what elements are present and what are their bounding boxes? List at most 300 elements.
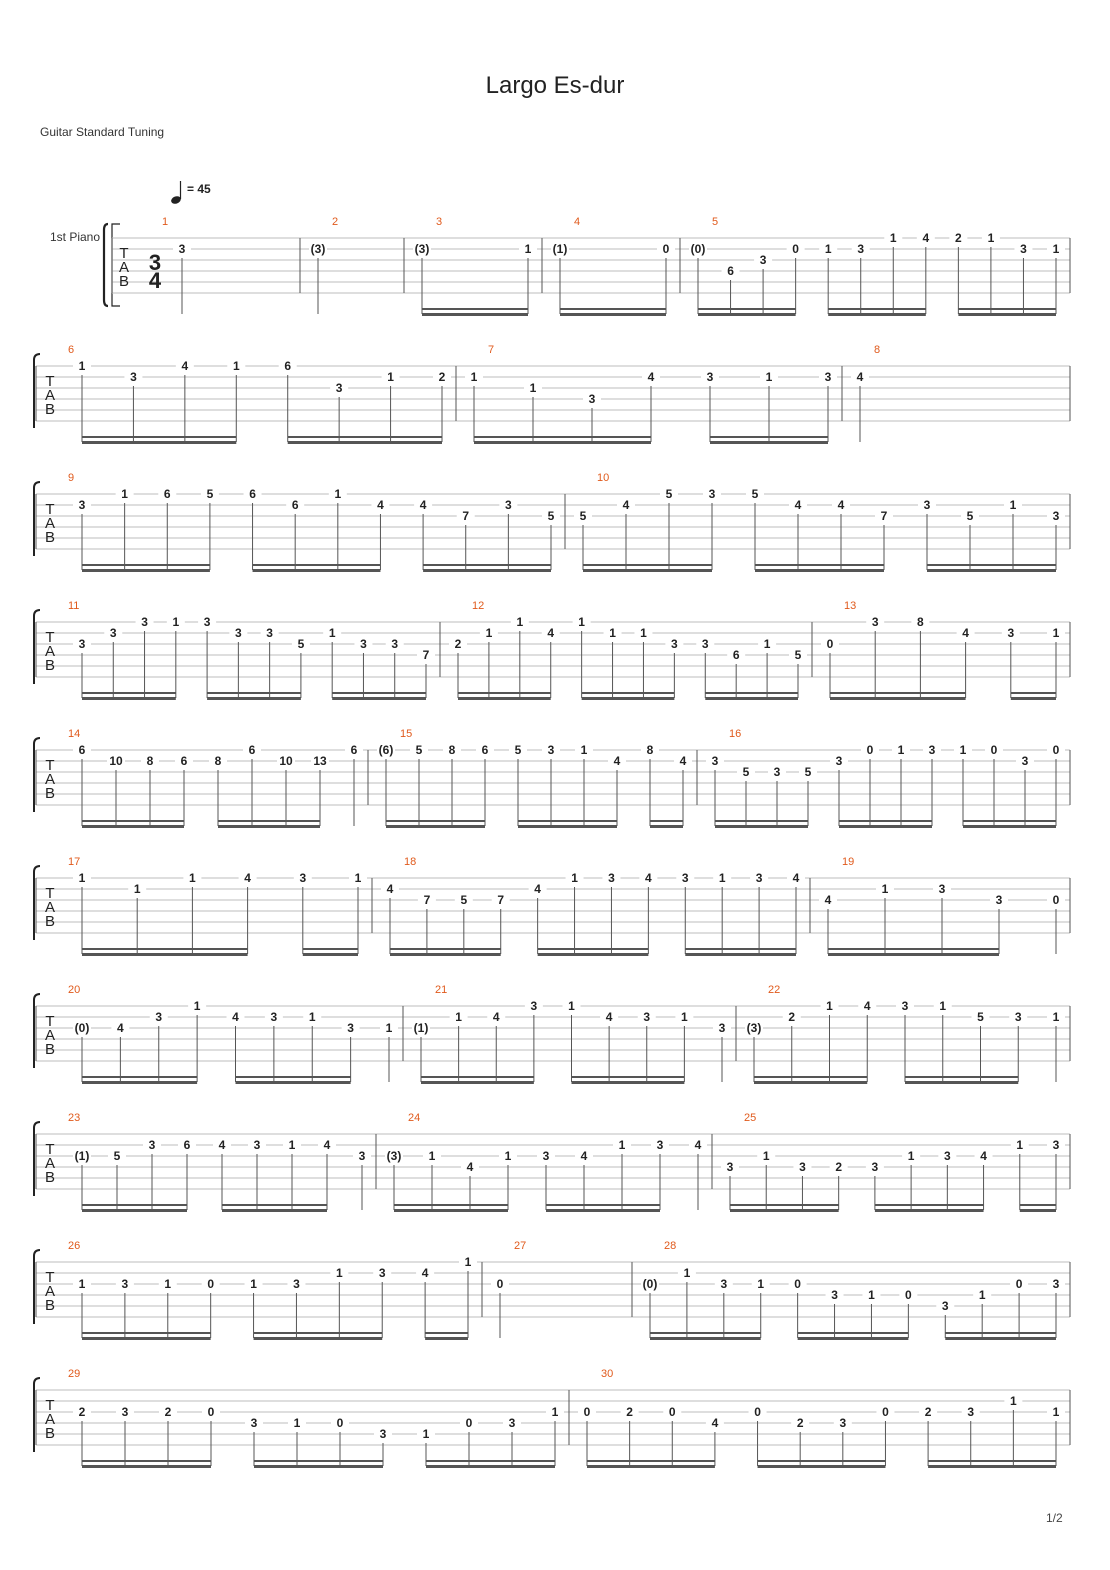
note-beam <box>1020 1204 1056 1206</box>
fret-number: 2 <box>626 1405 633 1419</box>
fret-number: 1 <box>580 743 588 757</box>
fret-number: 3 <box>706 370 714 384</box>
instrument-name: 1st Piano <box>50 230 101 244</box>
fret-number: 4 <box>622 498 630 512</box>
fret-number: 0 <box>662 242 670 256</box>
tab-system <box>34 1240 1070 1340</box>
fret-number: 3 <box>530 999 538 1013</box>
note-beam <box>222 1209 327 1212</box>
fret-number: 3 <box>293 1277 300 1291</box>
fret-number: 1 <box>959 743 967 757</box>
note-beam <box>518 820 617 822</box>
note-beam <box>253 564 381 566</box>
note-beam <box>830 697 966 700</box>
fret-number: 3 <box>1014 1010 1022 1024</box>
fret-number: 5 <box>966 509 974 523</box>
note-beam <box>754 1081 867 1084</box>
fret-number: 3 <box>799 1160 806 1174</box>
note-beam <box>715 820 808 822</box>
fret-number: 8 <box>646 743 654 757</box>
tab-clef-letter: B <box>44 785 56 802</box>
fret-number: 2 <box>438 370 446 384</box>
page-number: 1/2 <box>1046 1511 1063 1525</box>
fret-number: 4 <box>232 1010 239 1024</box>
tab-system <box>34 984 1070 1084</box>
note-beam <box>82 1332 211 1334</box>
fret-number: 1 <box>718 871 726 885</box>
fret-number: 1 <box>568 999 575 1013</box>
fret-number: 3 <box>109 626 117 640</box>
note-beam <box>754 1076 867 1078</box>
fret-number: 6 <box>291 498 299 512</box>
fret-number: 1 <box>250 1277 257 1291</box>
fret-number: 4 <box>492 1010 500 1024</box>
fret-number: 0 <box>336 1416 344 1430</box>
fret-number: 3 <box>378 1266 386 1280</box>
fret-number: 1 <box>1052 626 1060 640</box>
fret-number: 1 <box>881 882 889 896</box>
note-beam <box>425 1337 468 1340</box>
note-beam <box>583 569 712 572</box>
fret-number: 8 <box>448 743 456 757</box>
tab-clef-letter: B <box>44 1041 56 1058</box>
note-beam <box>82 1465 211 1468</box>
measure-number: 29 <box>68 1368 81 1380</box>
fret-number: 4 <box>856 370 864 384</box>
fret-number: 4 <box>580 1149 588 1163</box>
note-beam <box>560 313 666 316</box>
fret-number: 3 <box>995 893 1003 907</box>
measure-number: 27 <box>514 1240 527 1252</box>
system-bracket <box>34 482 40 556</box>
tab-clef-letter: A <box>44 771 56 788</box>
note-beam <box>798 1332 909 1334</box>
fret-number: 1 <box>78 359 86 373</box>
note-beam <box>582 692 675 694</box>
fret-number: 1 <box>164 1277 172 1291</box>
fret-number: 5 <box>113 1149 121 1163</box>
fret-number: 5 <box>579 509 587 523</box>
fret-number: 1 <box>193 999 201 1013</box>
note-beam <box>945 1332 1056 1334</box>
fret-number: 1 <box>334 487 342 501</box>
fret-number: 4 <box>647 370 655 384</box>
note-beam <box>303 953 358 956</box>
fret-number: 1 <box>529 381 537 395</box>
fret-number: 3 <box>871 1160 879 1174</box>
tab-clef-letter: A <box>44 1027 56 1044</box>
note-beam <box>394 1209 508 1212</box>
fret-number: 3 <box>130 370 137 384</box>
note-beam <box>82 820 184 822</box>
note-beam <box>236 1081 351 1084</box>
fret-number: 3 <box>928 743 936 757</box>
note-beam <box>905 1076 1018 1078</box>
fret-number: (1) <box>413 1021 429 1035</box>
fret-number: 3 <box>759 253 767 267</box>
fret-number: 0 <box>1015 1277 1023 1291</box>
measure-number: 16 <box>729 728 742 740</box>
fret-number: 3 <box>1052 1138 1060 1152</box>
time-signature-bottom: 4 <box>148 268 162 293</box>
note-beam <box>1011 692 1056 694</box>
measure-number: 13 <box>844 600 857 612</box>
fret-number: 3 <box>266 626 273 640</box>
fret-number: 3 <box>943 1149 951 1163</box>
fret-number: 3 <box>839 1416 847 1430</box>
fret-number: 4 <box>962 626 969 640</box>
fret-number: 1 <box>640 626 647 640</box>
fret-number: 1 <box>422 1427 430 1441</box>
fret-number: 0 <box>1052 743 1060 757</box>
fret-number: 4 <box>534 882 541 896</box>
fret-number: 5 <box>547 509 555 523</box>
note-beam <box>839 820 932 822</box>
fret-number: 3 <box>871 615 879 629</box>
note-beam <box>828 313 926 316</box>
fret-number: 3 <box>78 637 86 651</box>
note-beam <box>963 825 1056 828</box>
measure-number: 6 <box>68 344 75 356</box>
tab-clef-letter: A <box>44 387 56 404</box>
note-beam <box>572 1076 685 1078</box>
note-beam <box>82 1209 187 1212</box>
fret-number: 3 <box>901 999 909 1013</box>
fret-number: 0 <box>792 242 799 256</box>
fret-number: 6 <box>183 1138 191 1152</box>
tab-clef-letter: T <box>119 245 129 262</box>
note-beam <box>518 825 617 828</box>
fret-number: 1 <box>683 1266 691 1280</box>
fret-number: 2 <box>454 637 462 651</box>
tab-clef-letter: B <box>44 1425 56 1442</box>
tab-system <box>104 216 1070 316</box>
note-beam <box>82 692 176 694</box>
note-beam <box>875 1204 984 1206</box>
fret-number: 4 <box>547 626 555 640</box>
fret-number: 3 <box>250 1416 258 1430</box>
measure-number: 1 <box>162 216 169 228</box>
fret-number: 0 <box>668 1405 676 1419</box>
fret-number: 3 <box>121 1405 129 1419</box>
note-beam <box>218 825 320 828</box>
note-beam <box>474 441 651 444</box>
measure-number: 22 <box>768 984 781 996</box>
tab-system <box>34 856 1070 956</box>
note-beam <box>958 313 1056 316</box>
fret-number: 3 <box>831 1288 838 1302</box>
fret-number: 3 <box>299 871 307 885</box>
fret-number: 1 <box>387 370 394 384</box>
note-beam <box>650 1332 761 1334</box>
tab-system <box>34 1112 1070 1212</box>
measure-number: 23 <box>68 1112 81 1124</box>
system-bracket <box>34 1378 40 1452</box>
fret-number: 4 <box>794 498 802 512</box>
note-beam <box>222 1204 327 1206</box>
fret-number: 6 <box>248 743 256 757</box>
note-beam <box>421 1081 534 1084</box>
fret-number: 6 <box>481 743 489 757</box>
fret-number: 5 <box>514 743 522 757</box>
note-beam <box>82 436 236 438</box>
fret-number: 1 <box>428 1149 436 1163</box>
fret-number: 3 <box>681 871 689 885</box>
fret-number: 4 <box>863 999 871 1013</box>
note-beam <box>1011 697 1056 700</box>
fret-number: 6 <box>163 487 171 501</box>
fret-number: 1 <box>551 1405 559 1419</box>
fret-number: 4 <box>645 871 652 885</box>
fret-number: 1 <box>978 1288 986 1302</box>
note-beam <box>538 948 649 950</box>
system-bracket <box>34 866 40 940</box>
note-beam <box>254 1332 383 1334</box>
note-beam <box>422 308 528 310</box>
fret-number: (3) <box>310 242 326 256</box>
fret-number: 3 <box>78 498 86 512</box>
note-beam <box>1020 1209 1056 1212</box>
system-bracket <box>34 738 40 812</box>
fret-number: 0 <box>754 1405 761 1419</box>
fret-number: 3 <box>505 498 512 512</box>
fret-number: 3 <box>121 1277 129 1291</box>
note-beam <box>332 697 426 700</box>
note-beam <box>546 1209 660 1212</box>
fret-number: 1 <box>335 1266 343 1280</box>
fret-number: 3 <box>643 1010 651 1024</box>
fret-number: 3 <box>1052 509 1060 523</box>
note-beam <box>254 1337 383 1340</box>
fret-number: 7 <box>462 509 470 523</box>
measure-number: 15 <box>400 728 413 740</box>
fret-number: 5 <box>977 1010 984 1024</box>
fret-number: 1 <box>485 626 493 640</box>
fret-number: 3 <box>1021 754 1029 768</box>
note-beam <box>650 825 683 828</box>
note-beam <box>587 1460 715 1462</box>
tab-clef-letter: B <box>44 913 56 930</box>
fret-number: 13 <box>313 754 327 768</box>
fret-number: 1 <box>385 1021 393 1035</box>
fret-number: 3 <box>941 1299 949 1313</box>
note-beam <box>474 436 651 438</box>
fret-number: 4 <box>421 1266 429 1280</box>
fret-number: 2 <box>796 1416 804 1430</box>
fret-number: 5 <box>460 893 468 907</box>
note-beam <box>421 1076 534 1078</box>
fret-number: 1 <box>455 1010 462 1024</box>
fret-number: 6 <box>284 359 292 373</box>
fret-number: 3 <box>547 743 555 757</box>
fret-number: 1 <box>762 1149 770 1163</box>
tab-clef-letter: T <box>45 757 55 774</box>
fret-number: 4 <box>605 1010 613 1024</box>
fret-number: 10 <box>109 754 123 768</box>
fret-number: 3 <box>391 637 399 651</box>
tab-clef-letter: B <box>44 529 56 546</box>
tab-clef-letter: T <box>45 501 55 518</box>
fret-number: 2 <box>788 1010 796 1024</box>
measure-number: 10 <box>597 472 610 484</box>
note-beam <box>207 692 301 694</box>
note-beam <box>705 692 798 694</box>
fret-number: 0 <box>1052 893 1060 907</box>
fret-number: 3 <box>379 1427 387 1441</box>
fret-number: 1 <box>172 615 180 629</box>
tab-clef-letter: T <box>45 1013 55 1030</box>
fret-number: 6 <box>727 264 734 278</box>
fret-number: 2 <box>835 1160 843 1174</box>
note-beam <box>755 569 884 572</box>
tab-clef-letter: A <box>44 1283 56 1300</box>
note-beam <box>458 697 551 700</box>
measure-number: 9 <box>68 472 75 484</box>
note-beam <box>254 1465 383 1468</box>
fret-number: 3 <box>726 1160 734 1174</box>
note-beam <box>538 953 649 956</box>
system-bracket <box>34 994 40 1068</box>
fret-number: 5 <box>804 765 812 779</box>
note-beam <box>958 308 1056 310</box>
note-beam <box>425 1332 468 1334</box>
system-bracket <box>34 610 40 684</box>
fret-number: 7 <box>497 893 505 907</box>
fret-number: 5 <box>297 637 305 651</box>
fret-number: 4 <box>679 754 687 768</box>
measure-number: 7 <box>488 344 495 356</box>
measure-number: 18 <box>404 856 417 868</box>
fret-number: 4 <box>837 498 845 512</box>
note-beam <box>798 1337 909 1340</box>
fret-number: 1 <box>763 637 771 651</box>
fret-number: 1 <box>1009 498 1017 512</box>
note-beam <box>710 441 828 444</box>
note-beam <box>828 308 926 310</box>
fret-number: 1 <box>618 1138 626 1152</box>
fret-number: 2 <box>955 231 962 245</box>
fret-number: 6 <box>78 743 86 757</box>
fret-number: 1 <box>354 871 362 885</box>
fret-number: 3 <box>358 1149 366 1163</box>
note-beam <box>426 1465 555 1468</box>
fret-number: 3 <box>708 487 716 501</box>
system-bracket <box>104 224 108 306</box>
measure-number: 5 <box>712 216 719 228</box>
fret-number: (0) <box>690 242 706 256</box>
fret-number: 3 <box>270 1010 278 1024</box>
note-beam <box>82 1460 211 1462</box>
note-beam <box>207 697 301 700</box>
fret-number: 8 <box>146 754 154 768</box>
fret-number: 1 <box>939 999 947 1013</box>
fret-number: 1 <box>328 626 336 640</box>
fret-number: 8 <box>214 754 222 768</box>
score-title: Largo Es-dur <box>485 72 625 99</box>
measure-number: 21 <box>435 984 448 996</box>
tab-clef-letter: T <box>45 1141 55 1158</box>
note-beam <box>390 953 501 956</box>
note-beam <box>82 441 236 444</box>
fret-number: (1) <box>552 242 568 256</box>
note-beam <box>945 1337 1056 1340</box>
fret-number: 4 <box>181 359 189 373</box>
note-beam <box>390 948 501 950</box>
note-beam <box>423 569 551 572</box>
note-beam <box>82 697 176 700</box>
fret-number: 3 <box>1007 626 1015 640</box>
fret-number: 1 <box>293 1416 301 1430</box>
fret-number: 1 <box>824 242 832 256</box>
note-beam <box>587 1465 715 1468</box>
tab-clef-letter: T <box>45 885 55 902</box>
note-beam <box>758 1460 886 1462</box>
fret-number: 1 <box>78 871 86 885</box>
note-beam <box>422 313 528 316</box>
note-beam <box>583 564 712 566</box>
fret-number: 4 <box>613 754 621 768</box>
note-beam <box>705 697 798 700</box>
tab-clef-letter: A <box>44 1155 56 1172</box>
fret-number: 3 <box>824 370 832 384</box>
note-beam <box>828 953 999 956</box>
note-beam <box>698 313 796 316</box>
fret-number: 8 <box>917 615 924 629</box>
fret-number: 1 <box>765 370 773 384</box>
note-beam <box>386 820 485 822</box>
note-beam <box>423 564 551 566</box>
fret-number: (3) <box>386 1149 402 1163</box>
note-beam <box>928 1460 1056 1462</box>
fret-number: 3 <box>335 381 343 395</box>
fret-number: 1 <box>288 1138 296 1152</box>
note-beam <box>927 569 1056 572</box>
fret-number: 4 <box>218 1138 226 1152</box>
fret-number: 3 <box>148 1138 156 1152</box>
note-beam <box>828 948 999 950</box>
fret-number: 1 <box>868 1288 875 1302</box>
tab-clef-letter: A <box>44 1411 56 1428</box>
note-beam <box>650 1337 761 1340</box>
note-beam <box>332 692 426 694</box>
fret-number: 1 <box>907 1149 915 1163</box>
fret-number: 4 <box>244 871 251 885</box>
fret-number: 3 <box>720 1277 728 1291</box>
fret-number: 4 <box>377 498 384 512</box>
fret-number: 1 <box>681 1010 688 1024</box>
note-beam <box>572 1081 685 1084</box>
note-beam <box>458 692 551 694</box>
note-beam <box>82 1076 197 1078</box>
fret-number: 1 <box>1010 1394 1017 1408</box>
fret-number: 3 <box>711 754 719 768</box>
fret-number: 0 <box>826 637 834 651</box>
fret-number: (3) <box>414 242 430 256</box>
fret-number: 5 <box>415 743 423 757</box>
fret-number: 1 <box>757 1277 765 1291</box>
fret-number: 3 <box>967 1405 975 1419</box>
note-beam <box>830 692 966 694</box>
fret-number: 0 <box>465 1416 473 1430</box>
note-beam <box>288 436 442 438</box>
fret-number: 3 <box>155 1010 163 1024</box>
fret-number: 0 <box>882 1405 889 1419</box>
fret-number: 4 <box>922 231 930 245</box>
fret-number: 7 <box>880 509 888 523</box>
tab-clef-letter: B <box>44 657 56 674</box>
fret-number: 4 <box>824 893 832 907</box>
measure-number: 30 <box>601 1368 614 1380</box>
